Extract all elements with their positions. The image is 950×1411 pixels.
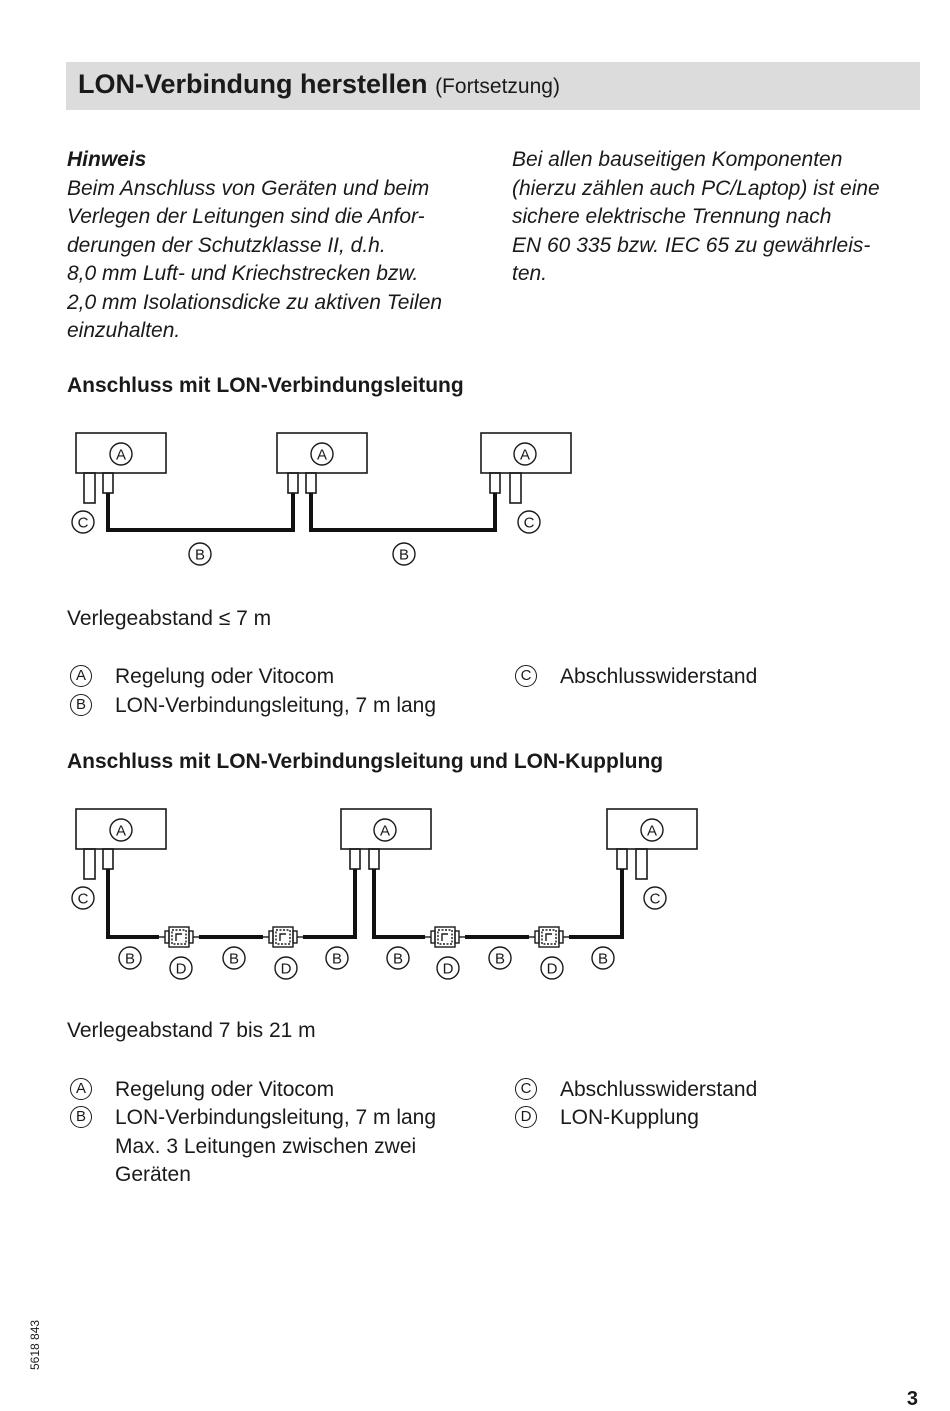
- note-line: sichere elektrische Trennung nach: [512, 205, 832, 228]
- lon-cable: [108, 493, 293, 530]
- note-right-column: [512, 146, 922, 289]
- label-b: B: [228, 950, 240, 968]
- note-line: ten.: [512, 262, 548, 285]
- note-title: Hinweis: [67, 148, 147, 171]
- terminator-plug: [84, 849, 95, 879]
- legend-text: LON-Verbindungsleitung, 7 m lang: [115, 694, 437, 717]
- connector-plug: [369, 849, 379, 869]
- diagram-lon-cable: [0, 420, 950, 580]
- label-b: B: [331, 950, 343, 968]
- legend-text: Regelung oder Vitocom: [115, 665, 335, 688]
- legend-line: LON-Verbindungsleitung, 7 m lang: [115, 1106, 437, 1129]
- legend-badge: C: [515, 665, 537, 687]
- section2-distance: Verlegeabstand 7 bis 21 m: [67, 1019, 316, 1042]
- lon-cable: [303, 869, 355, 937]
- diagram-lon-cable-coupling: [0, 795, 950, 985]
- label-c: C: [77, 890, 89, 908]
- legend-line: Max. 3 Leitungen zwischen zwei: [115, 1134, 417, 1158]
- lon-cable: [569, 869, 622, 937]
- connector-plug: [288, 473, 298, 493]
- note-line: Beim Anschluss von Geräten und beim: [67, 176, 430, 200]
- legend-badge: C: [515, 1078, 537, 1100]
- connector-plug: [306, 473, 316, 493]
- legend-badge: B: [70, 1106, 92, 1128]
- legend-line: Geräten: [115, 1163, 191, 1186]
- legend-text: LON-Kupplung: [560, 1106, 699, 1129]
- lon-coupling: [159, 927, 199, 947]
- legend-text: Regelung oder Vitocom: [115, 1078, 335, 1101]
- legend-text: [115, 1104, 436, 1190]
- label-d: D: [280, 960, 292, 978]
- legend-text: Abschlusswiderstand: [560, 1078, 758, 1101]
- label-a: A: [646, 822, 658, 840]
- label-b: B: [494, 950, 506, 968]
- legend-badge: A: [70, 1078, 92, 1100]
- note-line: (hierzu zählen auch PC/Laptop) ist eine: [512, 176, 880, 200]
- lon-coupling: [425, 927, 465, 947]
- lon-coupling: [529, 927, 569, 947]
- label-b: B: [398, 546, 410, 564]
- legend-text: Abschlusswiderstand: [560, 665, 758, 688]
- label-c: C: [77, 514, 89, 532]
- note-line: derungen der Schutzklasse II, d.h.: [67, 233, 386, 257]
- connector-plug: [350, 849, 360, 869]
- note-line: EN 60 335 bzw. IEC 65 zu gewährleis-: [512, 233, 871, 257]
- connector-plug: [617, 849, 627, 869]
- note-line: 2,0 mm Isolationsdicke zu aktiven Teilen: [67, 290, 443, 314]
- terminator-plug: [510, 473, 521, 503]
- label-b: B: [392, 950, 404, 968]
- section2-title: Anschluss mit LON-Verbindungsleitung und LON-Kupplung: [67, 750, 664, 773]
- connector-plug: [103, 849, 113, 869]
- page-number: 3: [906, 1388, 918, 1410]
- label-c: C: [649, 890, 661, 908]
- note-line: Bei allen bauseitigen Komponenten: [512, 148, 843, 171]
- note-line: einzuhalten.: [67, 319, 181, 342]
- label-a: A: [115, 822, 127, 840]
- document-number: 5618 843: [28, 1319, 42, 1370]
- connector-plug: [490, 473, 500, 493]
- label-b: B: [124, 950, 136, 968]
- label-b: B: [194, 546, 206, 564]
- label-a: A: [379, 822, 391, 840]
- label-c: C: [523, 514, 535, 532]
- label-a: A: [519, 446, 531, 464]
- note-left-column: [67, 146, 487, 346]
- label-a: A: [316, 446, 328, 464]
- lon-cable: [374, 869, 425, 937]
- legend-badge: D: [515, 1106, 537, 1128]
- connector-plug: [103, 473, 113, 493]
- title-main: LON-Verbindung herstellen: [78, 69, 428, 99]
- note-line: Verlegen der Leitungen sind die Anfor-: [67, 205, 425, 228]
- note-line: 8,0 mm Luft- und Kriechstrecken bzw.: [67, 262, 419, 285]
- terminator-plug: [84, 473, 95, 503]
- label-d: D: [442, 960, 454, 978]
- page-title: [78, 69, 560, 100]
- terminator-plug: [636, 849, 647, 879]
- section-header: [66, 62, 920, 110]
- legend-badge: B: [70, 694, 92, 716]
- legend-badge: A: [70, 665, 92, 687]
- label-d: D: [546, 960, 558, 978]
- lon-coupling: [263, 927, 303, 947]
- label-d: D: [175, 960, 187, 978]
- label-a: A: [115, 446, 127, 464]
- section1-distance: Verlegeabstand ≤ 7 m: [67, 607, 272, 630]
- section1-title: Anschluss mit LON-Verbindungsleitung: [67, 374, 464, 397]
- lon-cable: [108, 869, 159, 937]
- lon-cable: [311, 493, 495, 530]
- label-b: B: [597, 950, 609, 968]
- title-continuation: (Fortsetzung): [435, 75, 560, 98]
